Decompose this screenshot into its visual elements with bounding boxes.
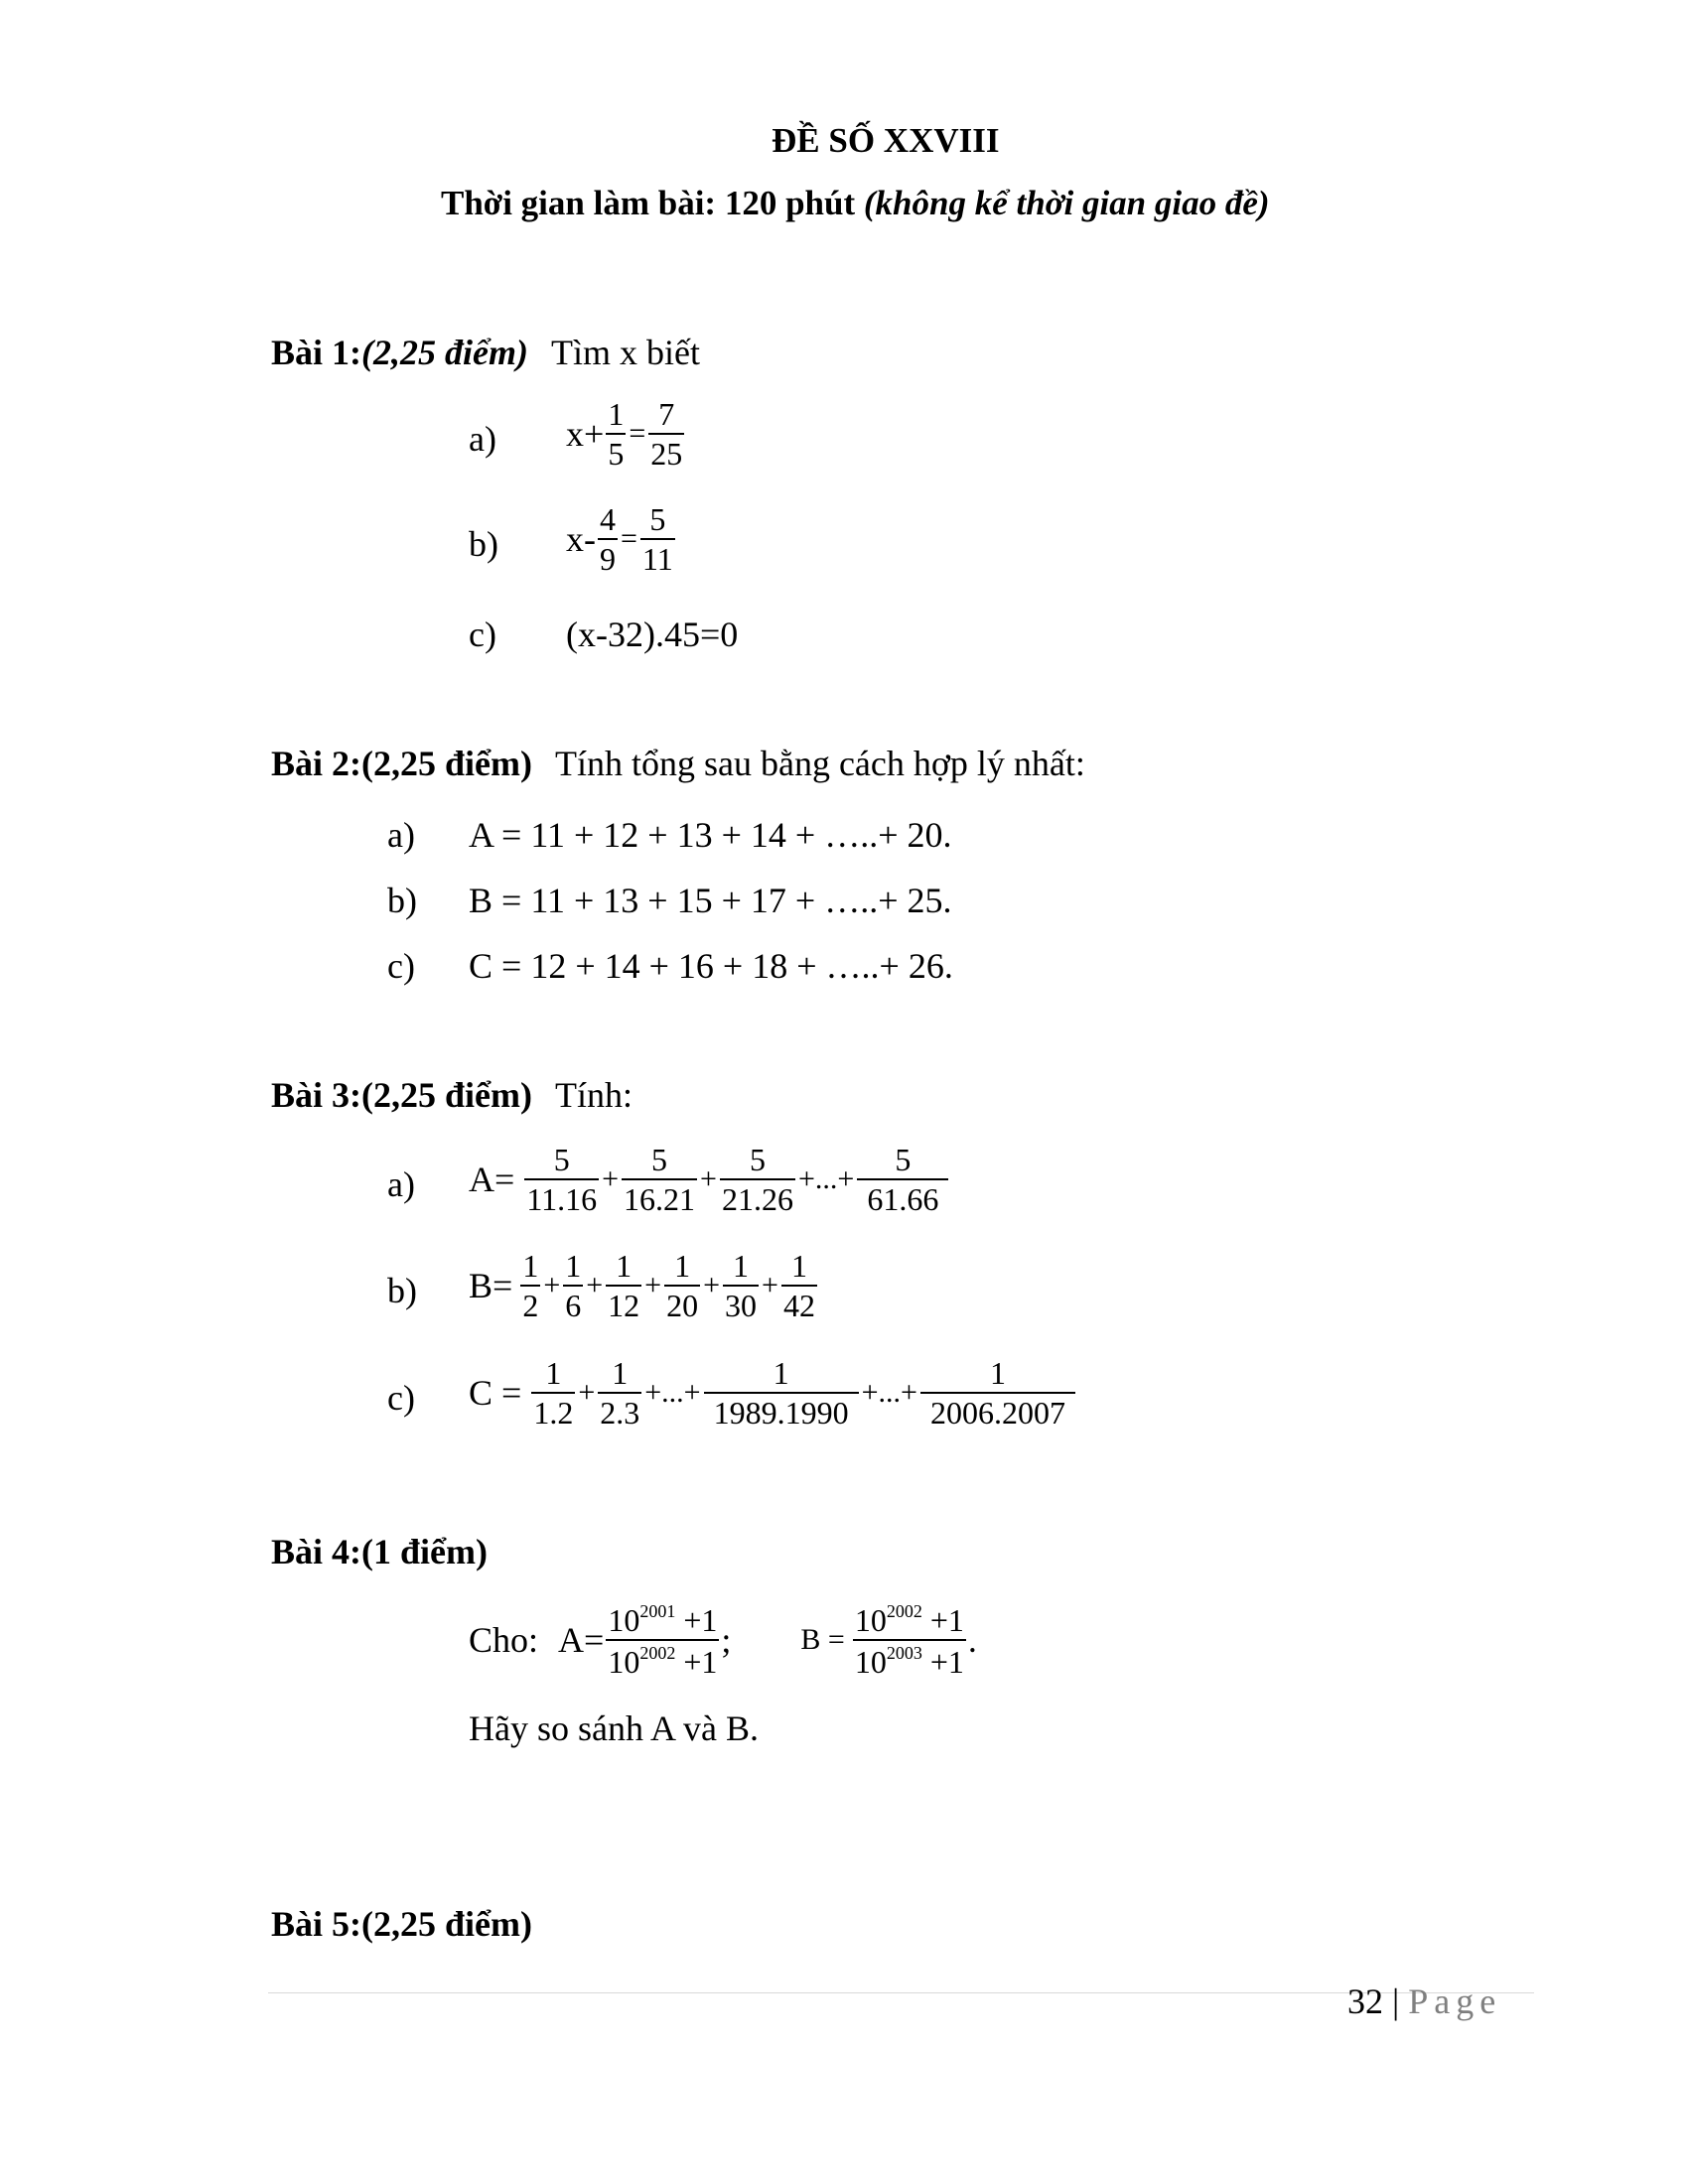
bai3-prompt: Tính: xyxy=(554,1075,633,1115)
bai4-a-prefix: A= xyxy=(558,1620,605,1660)
fraction: $\frac{1}{42}$ xyxy=(782,1248,815,1323)
fraction: $\frac{1}{2.3}$ xyxy=(600,1355,640,1431)
fraction: $\frac{1}{30}$ xyxy=(725,1248,758,1323)
bai3-a-expr: A= $\frac{5}{11.16}$ + $\frac{5}{16.21}$ + $\frac{5}{21.26}$ +...+ $\frac{5}{61.66}$ xyxy=(469,1144,950,1215)
page-footer xyxy=(1347,1980,1501,2022)
fraction: $\frac{1}{1989.1990}$ xyxy=(704,1357,859,1429)
equals: = xyxy=(629,417,646,450)
bai5-points: (2,25 điểm) xyxy=(361,1904,532,1944)
fraction: $\frac{7}{25}$ xyxy=(650,396,683,472)
bai3-heading xyxy=(271,1074,633,1116)
bai2-points: (2,25 điểm) xyxy=(361,744,532,783)
fraction: $\frac{1}{6}$ xyxy=(565,1248,582,1323)
bai4-heading xyxy=(271,1531,488,1572)
bai2-label: Bài 2: xyxy=(271,744,362,783)
bai3-a-prefix: A= xyxy=(469,1160,515,1199)
bai1-prompt: Tìm x biết xyxy=(550,333,700,372)
bai1-a-label: a) xyxy=(469,419,496,459)
time-line xyxy=(441,184,1270,223)
bai3-b-label: b) xyxy=(387,1271,417,1310)
bai1-c-expr: (x-32).45=0 xyxy=(566,614,739,654)
bai3-a-label: a) xyxy=(387,1164,415,1204)
bai1-heading xyxy=(271,332,700,373)
semicolon: ; xyxy=(721,1620,732,1660)
bai1-a-prefix: x+ xyxy=(566,414,605,454)
bai5-heading xyxy=(271,1903,532,1945)
bai3-c-prefix: C = xyxy=(469,1373,522,1413)
period: . xyxy=(967,1620,977,1660)
fraction: $\frac{5}{11}$ xyxy=(641,501,673,577)
bai2-a-label: a) xyxy=(387,815,415,855)
bai2-c-label: c) xyxy=(387,946,415,986)
bai4-question: Hãy so sánh A và B. xyxy=(469,1708,759,1748)
bai1-b-expr xyxy=(566,503,677,575)
footer-divider xyxy=(268,1992,1534,1993)
page-word: Page xyxy=(1408,1981,1502,2021)
fraction: $\frac{5}{61.66}$ xyxy=(857,1144,948,1215)
fraction: $\frac{1}{2006.2007}$ xyxy=(920,1357,1075,1429)
fraction: $\frac{1}{1.2}$ xyxy=(533,1355,574,1431)
bai1-label: Bài 1: xyxy=(271,333,362,372)
bai2-a-expr: A = 11 + 12 + 13 + 14 + …..+ 20. xyxy=(469,815,952,855)
page-separator: | xyxy=(1392,1981,1400,2021)
fraction: $\frac{5}{16.21}$ xyxy=(624,1142,696,1217)
bai3-b-prefix: B= xyxy=(469,1266,513,1305)
time-note: (không kể thời gian giao đề) xyxy=(863,184,1270,222)
bai3-c-expr: C = $\frac{1}{1.2}$ + $\frac{1}{2.3}$ +...+ $\frac{1}{1989.1990}$ +...+ $\frac{1}{2006.2007}$ xyxy=(469,1357,1077,1429)
bai4-b-prefix: B = xyxy=(800,1623,845,1656)
time-label: Thời gian làm bài: 120 phút xyxy=(441,184,856,222)
bai1-a-expr xyxy=(566,398,686,470)
fraction: $\frac{5}{21.26}$ xyxy=(721,1142,793,1217)
bai4-cho: Cho: xyxy=(469,1620,539,1660)
bai3-label: Bài 3: xyxy=(271,1075,362,1115)
bai3-c-label: c) xyxy=(387,1378,415,1418)
bai1-points: (2,25 điểm) xyxy=(361,333,528,372)
fraction: $\frac{1}{12}$ xyxy=(608,1248,640,1323)
bai2-b-label: b) xyxy=(387,881,417,920)
exam-title: ĐỀ SỐ XXVIII xyxy=(772,121,1000,160)
equals: = xyxy=(621,522,637,555)
bai3-points: (2,25 điểm) xyxy=(361,1075,532,1115)
bai4-label: Bài 4: xyxy=(271,1532,362,1571)
bai1-b-label: b) xyxy=(469,524,498,564)
fraction: $\frac{1}{5}$ xyxy=(608,396,625,472)
bai5-label: Bài 5: xyxy=(271,1904,362,1944)
bai4-points: (1 điểm) xyxy=(361,1532,488,1571)
page-number: 32 xyxy=(1347,1981,1383,2021)
fraction: $\frac{10^{2001} +1}{10^{2002} +1}$ xyxy=(608,1601,718,1680)
bai2-c-expr: C = 12 + 14 + 16 + 18 + …..+ 26. xyxy=(469,946,953,986)
fraction: $\frac{1}{2}$ xyxy=(522,1248,539,1323)
bai1-b-prefix: x- xyxy=(566,519,596,559)
fraction: $\frac{4}{9}$ xyxy=(600,501,616,577)
fraction: $\frac{1}{20}$ xyxy=(666,1248,699,1323)
bai4-expr xyxy=(469,1602,977,1678)
fraction: $\frac{10^{2002} +1}{10^{2003} +1}$ xyxy=(854,1601,964,1680)
bai3-b-expr: B= $\frac{1}{2}$ + $\frac{1}{6}$ + $\frac{1}{12}$ + $\frac{1}{20}$ + $\frac{1}{30}$ + $\frac{1}{42}$ xyxy=(469,1248,815,1323)
fraction: $\frac{5}{11.16}$ xyxy=(526,1142,598,1217)
bai2-heading xyxy=(271,743,1085,784)
bai1-c-label: c) xyxy=(469,614,496,654)
bai2-prompt: Tính tổng sau bằng cách hợp lý nhất: xyxy=(554,744,1085,783)
bai2-b-expr: B = 11 + 13 + 15 + 17 + …..+ 25. xyxy=(469,881,952,920)
